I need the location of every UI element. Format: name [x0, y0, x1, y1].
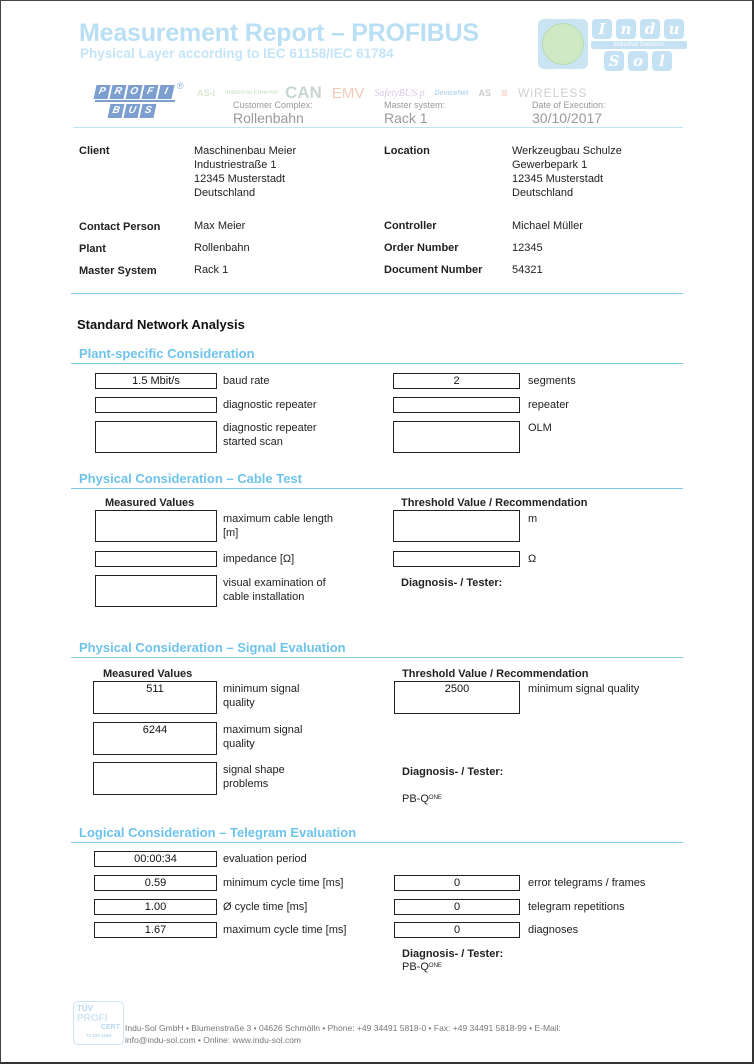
signal-measured-header: Measured Values — [103, 668, 193, 680]
master-system-label: Master system: — [384, 100, 446, 110]
label-line: minimum signal — [223, 683, 300, 695]
master-system-value: Rack 1 — [384, 110, 428, 126]
order-number-label: Order Number — [384, 242, 459, 254]
profibus-letter: F — [142, 85, 159, 99]
section-title-signal: Physical Consideration – Signal Evaluation — [79, 640, 346, 655]
footer-line: Indu-Sol GmbH • Blumenstraße 3 • 04626 Schmölln • Phone: +49 34491 5818-0 • Fax: +49 34491 5818-99 • E-Mail: — [125, 1023, 561, 1033]
location-line: 12345 Musterstadt — [512, 173, 604, 185]
logo-letter: S — [604, 51, 624, 71]
footer-line: info@indu-sol.com • Online: www.indu-sol.com — [125, 1035, 302, 1045]
signal-shape-label — [223, 763, 285, 791]
baud-rate-field[interactable]: 1.5 Mbit/s — [95, 373, 217, 389]
logo-letter: n — [616, 19, 636, 39]
avg-cycle-time-field[interactable]: 1.00 — [94, 899, 217, 915]
label-line: [m] — [223, 527, 239, 539]
impedance-label: impedance [Ω] — [223, 553, 295, 565]
contact-person-label: Contact Person — [79, 221, 161, 233]
baud-rate-label: baud rate — [223, 375, 270, 387]
impedance-field[interactable] — [95, 551, 217, 567]
diagnostic-repeater-scan-label — [223, 421, 317, 449]
evaluation-period-field[interactable]: 00:00:34 — [94, 851, 217, 867]
client-line: 12345 Musterstadt — [194, 173, 286, 185]
registered-mark: ® — [177, 81, 184, 91]
label-line: problems — [223, 778, 269, 790]
customer-complex-value: Rollenbahn — [233, 110, 304, 126]
repeater-field[interactable] — [393, 397, 520, 413]
max-cycle-time-field[interactable]: 1.67 — [94, 922, 217, 938]
error-telegrams-field[interactable]: 0 — [394, 875, 520, 891]
label-line: diagnostic repeater — [223, 422, 317, 434]
signal-tester — [402, 792, 442, 806]
safetybus-logo: SafetyBUS p — [374, 87, 425, 99]
master-system-info-value: Rack 1 — [194, 264, 229, 276]
cable-length-threshold-field[interactable] — [393, 510, 520, 542]
max-signal-quality-field[interactable]: 6244 — [93, 722, 217, 755]
date-of-execution-label: Date of Execution: — [532, 100, 606, 110]
document-number-value: 54321 — [512, 264, 543, 276]
avg-cycle-time-label: Ø cycle time [ms] — [223, 901, 308, 913]
location-line: Werkzeugbau Schulze — [512, 145, 622, 157]
min-cycle-time-field[interactable]: 0.59 — [94, 875, 217, 891]
label-line: visual examination of — [223, 577, 326, 589]
location-address — [512, 144, 622, 200]
cable-length-unit: m — [528, 513, 538, 525]
profibus-letter: P — [94, 85, 111, 99]
diagnoses-label: diagnoses — [528, 924, 579, 936]
client-line: Industriestraße 1 — [194, 159, 277, 171]
profi-text: PROFI — [77, 1013, 108, 1024]
header-rule — [73, 127, 683, 128]
order-number-value: 12345 — [512, 242, 543, 254]
profibus-logo — [95, 81, 184, 123]
section-title-telegram: Logical Consideration – Telegram Evaluation — [79, 825, 357, 840]
cable-diagnosis-label: Diagnosis- / Tester: — [401, 577, 503, 589]
section-rule — [71, 657, 683, 658]
master-system-info-label: Master System — [79, 265, 157, 277]
max-signal-quality-label — [223, 723, 302, 751]
client-label: Client — [79, 145, 110, 157]
label-line: cable installation — [223, 591, 305, 603]
company-footer — [125, 1022, 561, 1046]
profibus-letter: S — [140, 104, 157, 118]
min-cycle-time-label: minimum cycle time [ms] — [223, 877, 344, 889]
impedance-unit: Ω — [528, 553, 537, 565]
label-line: signal shape — [223, 764, 285, 776]
date-of-execution-value: 30/10/2017 — [532, 110, 603, 126]
report-subtitle: Physical Layer according to IEC 61158/IEC 61784 — [80, 46, 394, 61]
diagnostic-repeater-field[interactable] — [95, 397, 217, 413]
tuv-text: TÜV — [77, 1004, 93, 1013]
report-title: Measurement Report – PROFIBUS — [79, 19, 479, 47]
profibus-letter: R — [110, 85, 127, 99]
signal-diagnosis-label: Diagnosis- / Tester: — [402, 766, 504, 778]
olm-field[interactable] — [393, 421, 520, 453]
label-line: quality — [223, 738, 255, 750]
signal-shape-field[interactable] — [93, 762, 217, 795]
tester-superscript: ONE — [428, 795, 442, 801]
min-signal-threshold-label: minimum signal quality — [528, 683, 640, 695]
section-rule — [71, 363, 683, 364]
plant-label: Plant — [79, 243, 106, 255]
document-number-label: Document Number — [384, 264, 483, 276]
diagnostic-repeater-label: diagnostic repeater — [223, 399, 317, 411]
min-signal-threshold-field[interactable]: 2500 — [394, 681, 520, 714]
section-title-plant: Plant-specific Consideration — [79, 346, 255, 361]
cert-text: CERT — [100, 1024, 120, 1031]
asi-logo: AS-i — [197, 88, 215, 98]
visual-examination-label — [223, 576, 326, 604]
measured-values-header: Measured Values — [105, 497, 195, 509]
indu-sol-logo — [538, 19, 688, 71]
label-line: quality — [223, 697, 255, 709]
emv-logo: EMV — [331, 84, 365, 102]
max-cycle-time-label: maximum cycle time [ms] — [223, 924, 347, 936]
cert-number: 73 100 4160 — [85, 1033, 112, 1038]
profibus-letter: I — [158, 85, 175, 99]
threshold-header: Threshold Value / Recommendation — [401, 497, 588, 509]
section-rule — [71, 842, 683, 843]
customer-complex-label: Customer Complex: — [233, 100, 313, 110]
location-label: Location — [384, 145, 430, 157]
profibus-letter: U — [124, 104, 141, 118]
info-rule — [71, 293, 683, 294]
controller-value: Michael Müller — [512, 220, 583, 232]
wireless-logo: WiRELESS — [518, 86, 588, 100]
repeater-label: repeater — [528, 399, 569, 411]
segments-label: segments — [528, 375, 576, 387]
section-title-cable: Physical Consideration – Cable Test — [79, 471, 302, 486]
interbus-logo: ≡ — [501, 86, 509, 100]
signal-threshold-header: Threshold Value / Recommendation — [402, 668, 589, 680]
telegram-diagnosis-label: Diagnosis- / Tester: — [402, 948, 504, 960]
client-line: Deutschland — [194, 187, 256, 199]
controller-label: Controller — [384, 220, 437, 232]
logo-letter: o — [628, 51, 648, 71]
location-line: Deutschland — [512, 187, 574, 199]
diagnoses-field[interactable]: 0 — [394, 922, 520, 938]
logo-letter: l — [652, 51, 672, 71]
client-address — [194, 144, 296, 200]
diagnostic-repeater-scan-field[interactable] — [95, 421, 217, 453]
evaluation-period-label: evaluation period — [223, 853, 307, 865]
telegram-tester — [402, 960, 442, 974]
location-line: Gewerbepark 1 — [512, 159, 588, 171]
telegram-repetitions-field[interactable]: 0 — [394, 899, 520, 915]
visual-examination-field[interactable] — [95, 575, 217, 607]
contact-person-value: Max Meier — [194, 220, 246, 232]
profibus-letter: B — [108, 104, 125, 118]
label-line: maximum signal — [223, 724, 303, 736]
tuv-profi-cert-badge — [73, 1001, 124, 1045]
tester-name: PB-Q — [402, 961, 429, 973]
logo-tagline: Industrial Solutions — [591, 41, 687, 49]
segments-field[interactable]: 2 — [393, 373, 520, 389]
can-logo: CAN — [285, 83, 322, 102]
section-rule — [71, 488, 683, 489]
industrial-ethernet-logo: Industrial Ethernet — [225, 90, 279, 96]
telegram-repetitions-label: telegram repetitions — [528, 901, 625, 913]
devicenet-logo: DeviceNet — [434, 89, 469, 97]
cable-length-field[interactable] — [95, 510, 217, 542]
profibus-letter: O — [126, 85, 143, 99]
globe-icon — [538, 19, 588, 69]
cable-length-label — [223, 512, 333, 540]
tester-superscript: ONE — [428, 963, 442, 969]
logo-letter: d — [640, 19, 660, 39]
logo-letter: u — [664, 19, 684, 39]
analysis-title: Standard Network Analysis — [77, 317, 245, 332]
impedance-threshold-field[interactable] — [393, 551, 520, 567]
error-telegrams-label: error telegrams / frames — [528, 877, 646, 889]
plant-value: Rollenbahn — [194, 242, 250, 254]
min-signal-quality-field[interactable]: 511 — [93, 681, 217, 714]
label-line: started scan — [223, 436, 283, 448]
olm-label: OLM — [528, 422, 552, 434]
client-line: Maschinenbau Meier — [194, 145, 297, 157]
as-logo: AS — [478, 88, 491, 98]
min-signal-quality-label — [223, 682, 299, 710]
tester-name: PB-Q — [402, 793, 429, 805]
label-line: maximum cable length — [223, 513, 334, 525]
logo-letter: I — [592, 19, 612, 39]
